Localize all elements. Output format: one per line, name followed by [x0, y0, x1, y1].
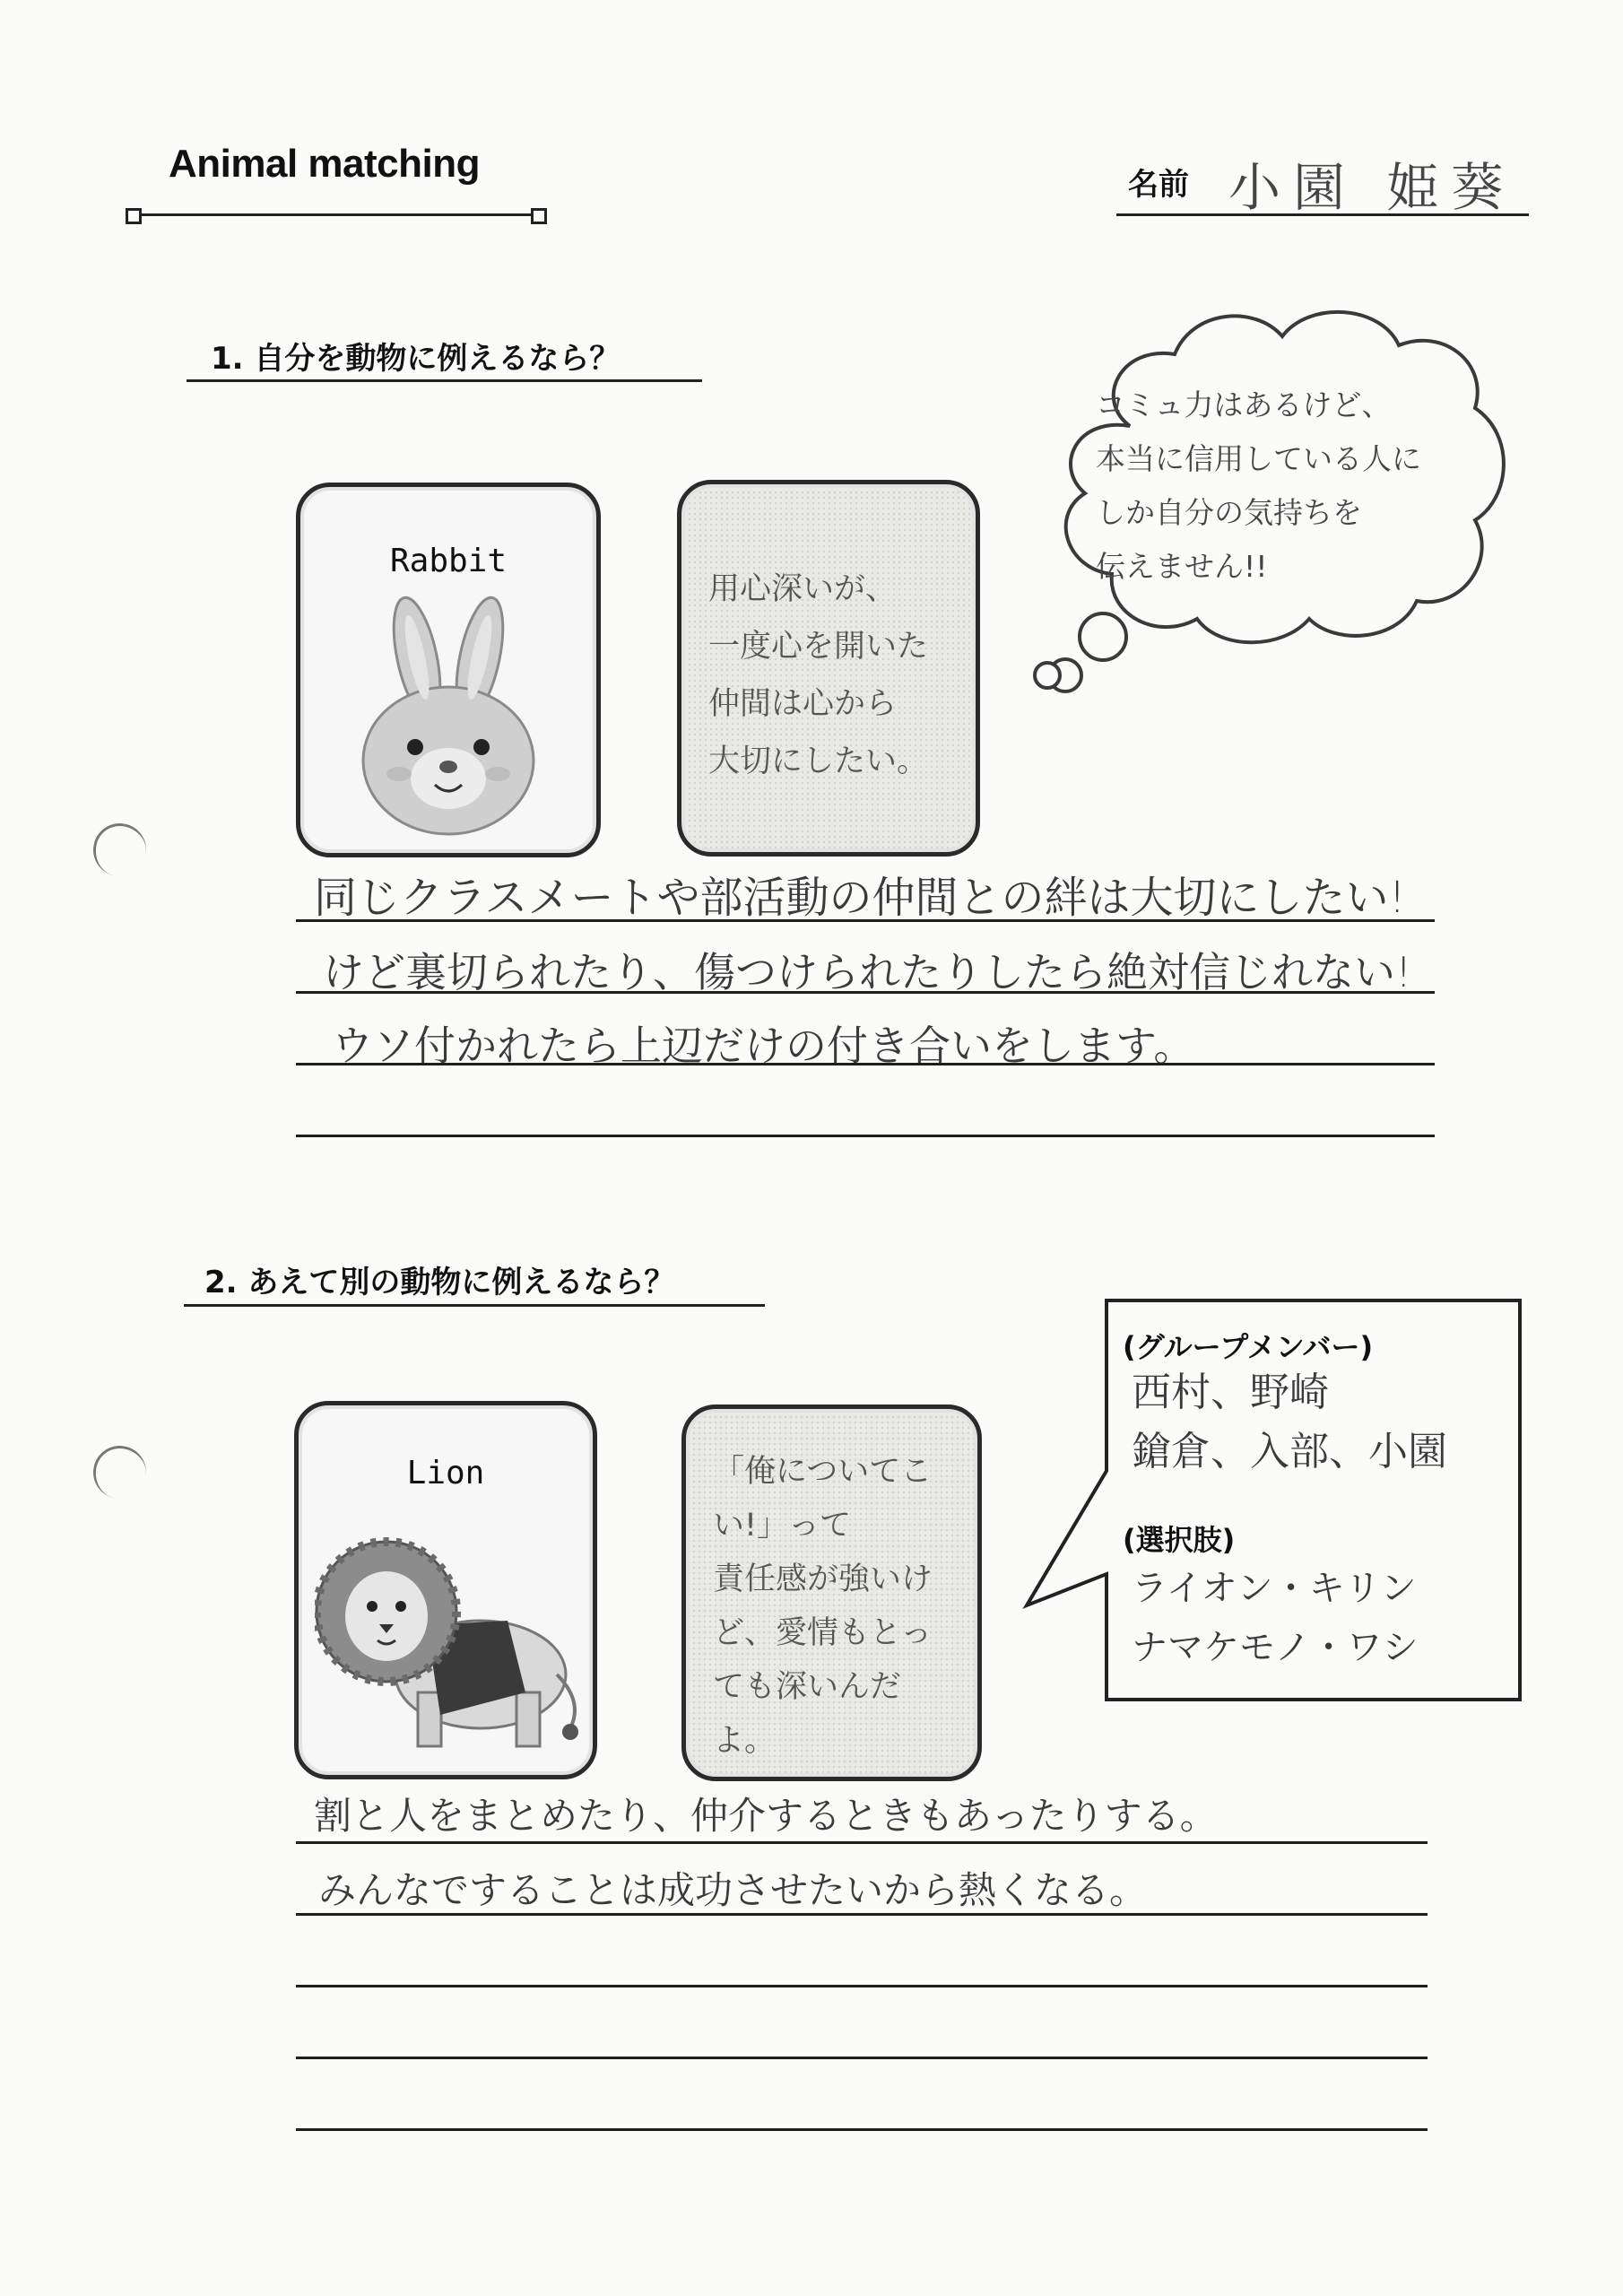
group-members-value: 西村、野崎 鎗倉、入部、小園 [1132, 1370, 1447, 1474]
section1-line-4 [296, 1135, 1435, 1137]
choices-label: (選択肢) [1123, 1523, 1236, 1557]
section2-line-2 [296, 1913, 1428, 1916]
section1-heading-rule [187, 379, 702, 382]
rabbit-card [296, 483, 601, 857]
lion-description: 「俺についてこい!」って 責任感が強いけど、愛情もとっても深いんだよ。 [713, 1454, 933, 1759]
lion-card-label: Lion [406, 1455, 485, 1492]
punch-hole-mark [89, 819, 150, 880]
rabbit-description: 用心深いが、 一度心を開いた 仲間は心から 大切にしたい。 [708, 571, 929, 779]
section1-line-1 [296, 919, 1435, 922]
rabbit-icon [345, 595, 560, 855]
section2-line-1-text: 割と人をまとめたり、仲介するときもあったりする。 [314, 1794, 1218, 1838]
section1-line-3-text: ウソ付かれたら上辺だけの付き合いをします。 [332, 1022, 1195, 1070]
rabbit-description-card [677, 480, 980, 857]
section2-heading: 2. あえて別の動物に例えるなら？ [204, 1265, 675, 1300]
group-members-label: (グループメンバー) [1123, 1330, 1374, 1364]
lion-card [294, 1401, 597, 1779]
section2-heading-rule [184, 1304, 765, 1307]
name-value: 小園 姫葵 [1228, 157, 1516, 218]
section1-line-2 [296, 991, 1435, 994]
section1-line-2-text: けど裏切られたり、傷つけられたりしたら絶対信じれない! [323, 948, 1412, 996]
section2-line-2-text: みんなですることは成功させたいから熱くなる。 [318, 1868, 1148, 1912]
name-label: 名前 [1128, 167, 1189, 203]
lion-icon [315, 1513, 579, 1755]
choices-value: ライオン・キリン ナマケモノ・ワシ [1132, 1568, 1419, 1668]
section2-line-3 [296, 1985, 1428, 1987]
punch-hole-mark [89, 1441, 150, 1502]
section1-heading: 1. 自分を動物に例えるなら？ [211, 341, 621, 377]
section1-line-3 [296, 1063, 1435, 1065]
name-underline [1116, 213, 1529, 216]
section2-line-4 [296, 2057, 1428, 2059]
worksheet-title: Animal matching [169, 142, 480, 186]
section2-line-5 [296, 2128, 1428, 2131]
rabbit-card-label: Rabbit [389, 543, 508, 579]
title-underline [135, 213, 538, 216]
lion-description-card [681, 1405, 982, 1781]
thought-bubble-text: コミュ力はあるけど、 本当に信用している人に しか自分の気持ちを 伝えません!! [1096, 387, 1421, 584]
section1-line-1-text: 同じクラスメートや部活動の仲間との絆は大切にしたい! [314, 873, 1406, 923]
section2-line-1 [296, 1841, 1428, 1844]
